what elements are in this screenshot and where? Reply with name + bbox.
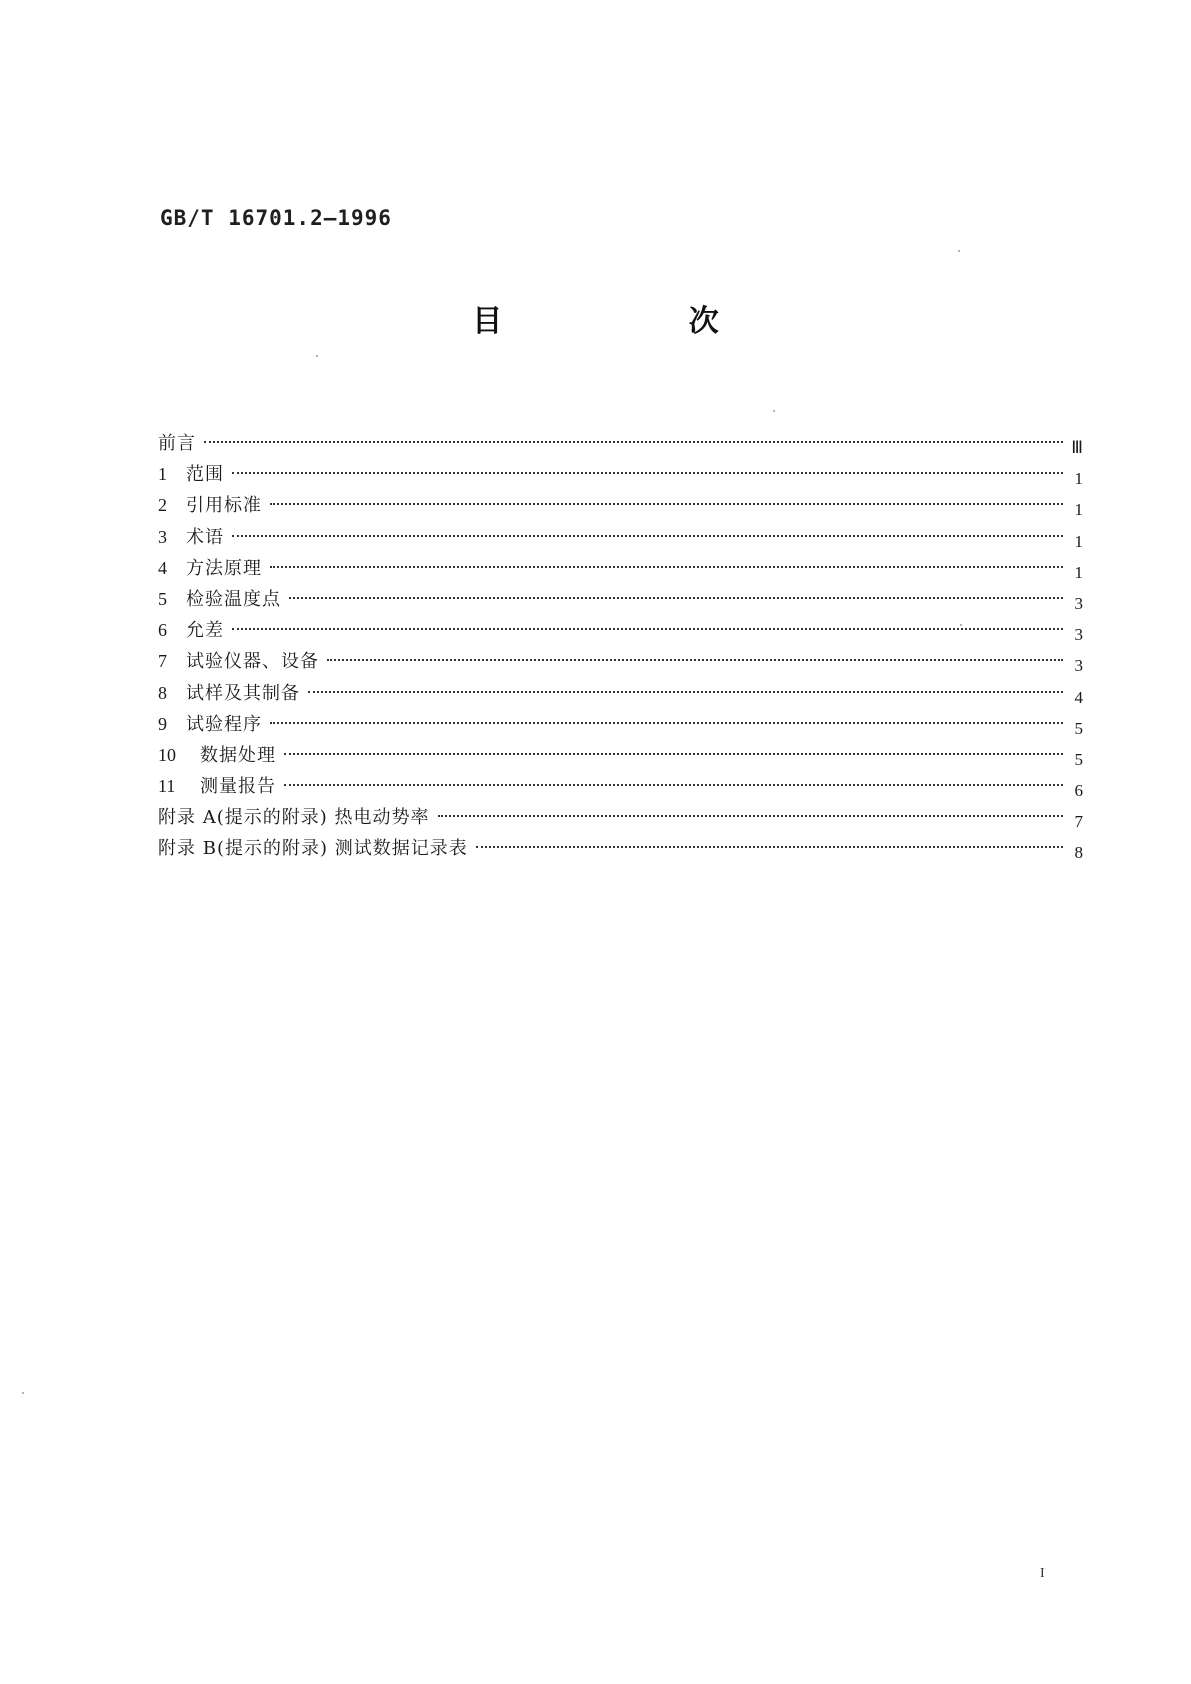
toc-entry-page: 7: [1074, 812, 1083, 832]
toc-entry-page: 1: [1074, 469, 1083, 489]
toc-entry-number: 2: [158, 495, 167, 516]
toc-leader-dots: [232, 472, 1063, 474]
page-number: I: [1040, 1566, 1045, 1581]
toc-entry-page: 8: [1074, 843, 1083, 863]
toc-leader-dots: [308, 691, 1063, 693]
toc-entry-label: 数据处理: [200, 744, 276, 766]
toc-entry-page: 6: [1074, 781, 1083, 801]
toc-entry-number: 1: [158, 464, 167, 485]
toc-entry-label: 附录 B(提示的附录) 测试数据记录表: [158, 838, 468, 860]
toc-entry-number: 5: [158, 588, 167, 609]
toc-entry-page: 5: [1074, 749, 1083, 769]
toc-entry-number: 4: [158, 557, 167, 578]
toc-entry-number: 8: [158, 682, 167, 703]
toc-entry-label: 试样及其制备: [186, 682, 300, 704]
toc-entry-number: 6: [158, 620, 167, 641]
toc-entry-label: 方法原理: [186, 557, 262, 579]
toc-entry-label: 试验仪器、设备: [186, 651, 319, 673]
scan-speck: [960, 624, 962, 626]
toc-leader-dots: [284, 753, 1063, 755]
standard-code: GB/T 16701.2—1996: [160, 206, 392, 230]
toc-leader-dots: [232, 535, 1063, 537]
toc-entry-label: 引用标准: [186, 495, 262, 517]
toc-leader-dots: [289, 597, 1063, 599]
toc-entry-preface[interactable]: [158, 428, 1083, 459]
toc-entry-3[interactable]: [158, 522, 1083, 553]
toc-leader-dots: [270, 722, 1063, 724]
scan-speck: [316, 355, 318, 357]
toc-entry-9[interactable]: [158, 709, 1083, 740]
scan-speck: [22, 1392, 24, 1394]
page-title: 目 次: [472, 304, 807, 339]
toc-entry-label: 范围: [186, 464, 224, 486]
toc-entry-number: 7: [158, 651, 167, 672]
toc-entry-appendix-b[interactable]: [158, 833, 1083, 864]
toc-leader-dots: [438, 815, 1064, 817]
toc-entry-appendix-a[interactable]: [158, 802, 1083, 833]
toc-entry-label: 试验程序: [186, 713, 262, 735]
toc-entry-label: 允差: [186, 620, 224, 642]
toc-entry-page: 3: [1074, 656, 1083, 676]
toc-entry-number: 9: [158, 713, 167, 734]
toc-entry-5[interactable]: [158, 584, 1083, 615]
toc-entry-page: 4: [1074, 687, 1083, 707]
toc-entry-page: 1: [1074, 500, 1083, 520]
toc-entry-10[interactable]: [158, 740, 1083, 771]
toc-entry-page: 5: [1074, 718, 1083, 738]
toc-leader-dots: [476, 846, 1063, 848]
toc-leader-dots: [232, 628, 1063, 630]
toc-leader-dots: [270, 503, 1063, 505]
scan-speck: [773, 410, 775, 412]
toc-leader-dots: [284, 784, 1063, 786]
toc-entry-number: 11: [158, 776, 176, 797]
toc-leader-dots: [204, 441, 1063, 443]
table-of-contents: [158, 428, 1083, 865]
toc-entry-8[interactable]: [158, 678, 1083, 709]
toc-leader-dots: [270, 566, 1063, 568]
toc-entry-label: 测量报告: [200, 776, 276, 798]
toc-entry-label: 前言: [158, 433, 196, 454]
scan-speck: [958, 250, 960, 252]
toc-entry-number: 3: [158, 526, 167, 547]
toc-entry-label: 检验温度点: [186, 588, 281, 610]
toc-entry-6[interactable]: [158, 615, 1083, 646]
toc-entry-11[interactable]: [158, 771, 1083, 802]
toc-entry-page: 1: [1074, 562, 1083, 582]
toc-leader-dots: [327, 659, 1063, 661]
toc-entry-7[interactable]: [158, 646, 1083, 677]
toc-entry-page: 1: [1074, 531, 1083, 551]
toc-entry-2[interactable]: [158, 490, 1083, 521]
toc-entry-number: 10: [158, 744, 176, 765]
toc-entry-label: 附录 A(提示的附录) 热电动势率: [158, 807, 430, 829]
toc-entry-1[interactable]: [158, 459, 1083, 490]
toc-entry-label: 术语: [186, 526, 224, 548]
toc-entry-page: 3: [1074, 625, 1083, 645]
toc-entry-page: Ⅲ: [1071, 438, 1083, 457]
toc-entry-4[interactable]: [158, 553, 1083, 584]
toc-entry-page: 3: [1074, 593, 1083, 613]
